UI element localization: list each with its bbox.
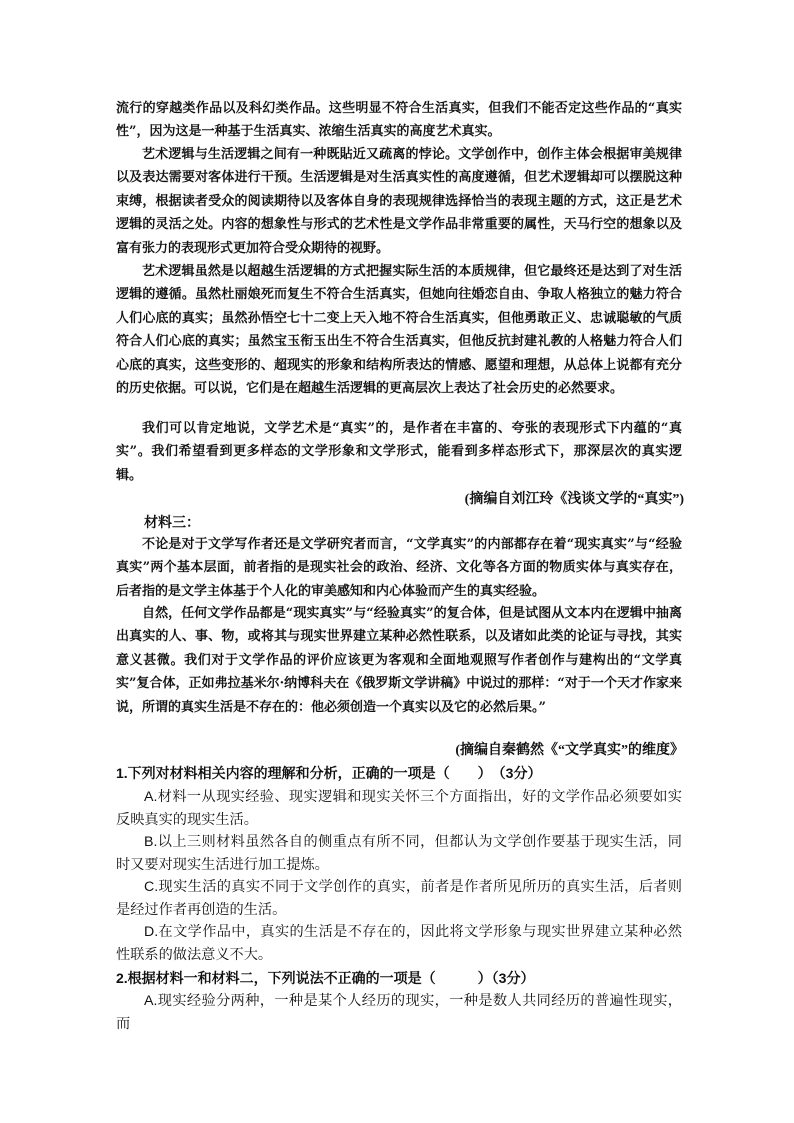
- paragraph-conclusion: 我们可以肯定地说，文学艺术是“真实”的，是作者在丰富的、夸张的表现形式下内蕴的“真实”。我们希望看到更多样态的文学形象和文学形式，能看到多样态形式下，那深层次的真实逻辑。: [116, 421, 682, 483]
- material-3-label: 材料三：: [144, 516, 200, 531]
- question-1-option-d: D.在文学作品中，真实的生活是不存在的，因此将文学形象与现实世界建立某种必然性联系的做法意义不大。: [116, 924, 682, 963]
- source-citation-3: (摘编自秦鹤然《“文学真实”的维度》: [455, 743, 684, 758]
- question-2-option-a: A.现实经验分两种，一种是某个人经历的现实，一种是数人共同经历的普遍性现实，而: [116, 993, 682, 1032]
- question-1-option-a: A.材料一从现实经验、现实逻辑和现实关怀三个方面指出，好的文学作品必须要如实反映真实的现实生活。: [116, 789, 682, 828]
- question-2-stem: 2.根据材料一和材料二，下列说法不正确的一项是（ ）（3分）: [116, 970, 535, 986]
- source-citation-2: (摘编自刘江玲《浅谈文学的“真实”): [464, 492, 684, 507]
- question-1-option-c: C.现实生活的真实不同于文学创作的真实，前者是作者所见所历的真实生活，后者则是经过作者再创造的生活。: [116, 879, 682, 918]
- material-3-paragraph-2: 自然，任何文学作品都是“现实真实”与“经验真实”的复合体，但是试图从文本内在逻辑中抽离出真实的人、事、物，或将其与现实世界建立某种必然性联系，以及诸如此类的论证与寻找，其实意义甚微。我们对于文学作品的评价应该更为客观和全面地观照写作者创作与建构出的“文学真实”复合体，正如弗拉基米尔·纳博科夫在《俄罗斯文学讲稿》中说过的那样：“对于一个天才作家来说，所谓的真实生活是不存在的：他必须创造一个真实以及它的必然后果。”: [116, 606, 682, 715]
- paragraph-transcend-logic: 艺术逻辑虽然是以超越生活逻辑的方式把握实际生活的本质规律，但它最终还是达到了对生活逻辑的遵循。虽然杜丽娘死而复生不符合生活真实，但她向往婚恋自由、争取人格独立的魅力符合人们心底的真实；虽然孙悟空七十二变上天入地不符合生活真实，但他勇敢正义、忠诚聪敏的气质符合人们心底的真实；虽然宝玉衔玉出生不符合生活真实，但他反抗封建礼教的人格魅力符合人们心底的真实，这些变形的、超现实的形象和结构所表达的情感、愿望和理想，从总体上说都有充分的历史依据。可以说，它们是在超越生活逻辑的更高层次上表达了社会历史的必然要求。: [116, 264, 682, 397]
- material-3-paragraph-1: 不论是对于文学写作者还是文学研究者而言，“文学真实”的内部都存在着“现实真实”与“经验真实”两个基本层面，前者指的是现实社会的政治、经济、文化等各方面的物质实体与真实存在，后者指的是文学主体基于个人化的审美感知和内心体验而产生的真实经验。: [116, 537, 682, 599]
- question-1-option-b: B.以上三则材料虽然各自的侧重点有所不同，但都认为文学创作要基于现实生活，同时又要对现实生活进行加工提炼。: [116, 834, 682, 873]
- paragraph-art-logic: 艺术逻辑与生活逻辑之间有一种既貼近又疏离的悖论。文学创作中，创作主体会根据审美规律以及表达需要对客体进行干预。生活逻辑是对生活真实性的高度遵循，但艺术逻辑却可以摆脱这种束缚，根据读者受众的阅读期待以及客体自身的表现规律选择恰当的表现主题的方式，这正是艺术逻辑的灵活之处。内容的想象性与形式的艺术性是文学作品非常重要的属性，天马行空的想象以及富有张力的表现形式更加符合受众期待的视野。: [116, 147, 682, 256]
- question-1-stem: 1.下列对材料相关内容的理解和分析，正确的一项是（ ） （3分）: [116, 765, 542, 781]
- paragraph-continuation: 流行的穿越类作品以及科幻类作品。这些明显不符合生活真实，但我们不能否定这些作品的“真实性”，因为这是一种基于生活真实、浓缩生活真实的高度艺术真实。: [116, 101, 682, 140]
